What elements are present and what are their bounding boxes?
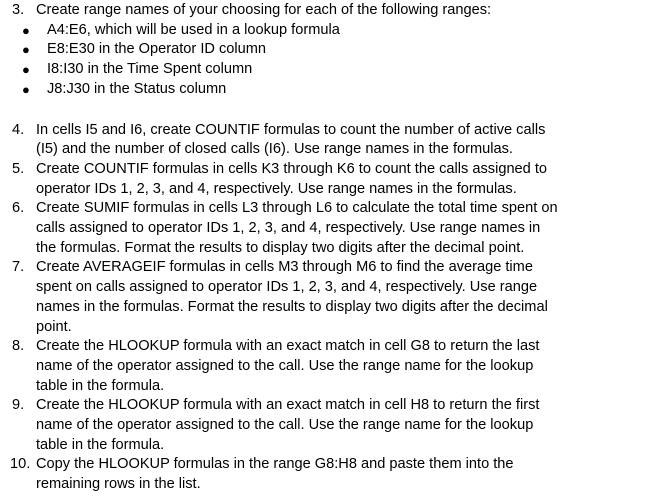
- bullet-icon: ●: [22, 62, 30, 78]
- step-line: Create COUNTIF formulas in cells K3 through K6 to count the calls assigned to: [36, 160, 548, 177]
- step-line: calls assigned to operator IDs 1, 2, 3, and 4, respectively. Use range names in: [36, 220, 541, 237]
- bullet-icon: ●: [22, 42, 30, 58]
- step-5: [0, 160, 672, 199]
- range-list-item: ● I8:I30 in the Time Spent column: [0, 60, 672, 80]
- step-number: 8.: [12, 338, 25, 355]
- range-list-item: ● E8:E30 in the Operator ID column: [0, 40, 672, 60]
- range-list-item: ● A4:E6, which will be used in a lookup formula: [0, 21, 672, 41]
- range-list: [0, 21, 672, 100]
- step-3: [0, 1, 672, 21]
- step-7: [0, 258, 672, 337]
- instructions-document: [0, 1, 672, 495]
- step-number: 10.: [10, 456, 31, 473]
- step-9: [0, 396, 672, 455]
- step-number: 3.: [12, 2, 25, 18]
- step-number: 5.: [12, 160, 25, 177]
- step-number: 4.: [12, 121, 25, 138]
- step-line: name of the operator assigned to the call. Use the range name for the lookup: [36, 357, 534, 374]
- step-text: Create range names of your choosing for each of the following ranges:: [36, 2, 492, 18]
- step-number: 7.: [12, 259, 25, 276]
- step-line: Create the HLOOKUP formula with an exact match in cell G8 to return the last: [36, 338, 540, 355]
- step-line: the formulas. Format the results to display two digits after the decimal point.: [36, 239, 525, 256]
- step-number: 6.: [12, 200, 25, 217]
- step-line: (I5) and the number of closed calls (I6). Use range names in the formulas.: [36, 141, 513, 158]
- step-6: [0, 199, 672, 258]
- step-line: table in the formula.: [36, 377, 165, 394]
- step-line: operator IDs 1, 2, 3, and 4, respectively. Use range names in the formulas.: [36, 180, 517, 197]
- step-line: table in the formula.: [36, 436, 165, 453]
- bullet-icon: ●: [22, 81, 30, 97]
- step-number: 9.: [12, 397, 25, 414]
- step-line: Create AVERAGEIF formulas in cells M3 through M6 to find the average time: [36, 259, 533, 276]
- step-line: remaining rows in the list.: [36, 476, 201, 493]
- step-line: point.: [36, 318, 72, 335]
- step-8: [0, 337, 672, 396]
- step-line: names in the formulas. Format the results to display two digits after the decimal: [36, 298, 548, 315]
- step-10: [0, 455, 672, 494]
- step-line: spent on calls assigned to operator IDs 1, 2, 3, and 4, respectively. Use range: [36, 279, 538, 296]
- bullet-icon: ●: [22, 22, 30, 38]
- step-line: name of the operator assigned to the call. Use the range name for the lookup: [36, 417, 534, 434]
- step-line: Create the HLOOKUP formula with an exact match in cell H8 to return the first: [36, 397, 540, 414]
- step-line: In cells I5 and I6, create COUNTIF formulas to count the number of active calls: [36, 121, 546, 138]
- paragraph-gap: [0, 100, 672, 121]
- range-list-item: ● J8:J30 in the Status column: [0, 80, 672, 100]
- step-line: Copy the HLOOKUP formulas in the range G8:H8 and paste them into the: [36, 456, 514, 473]
- step-line: Create SUMIF formulas in cells L3 through L6 to calculate the total time spent on: [36, 200, 558, 217]
- step-4: [0, 121, 672, 160]
